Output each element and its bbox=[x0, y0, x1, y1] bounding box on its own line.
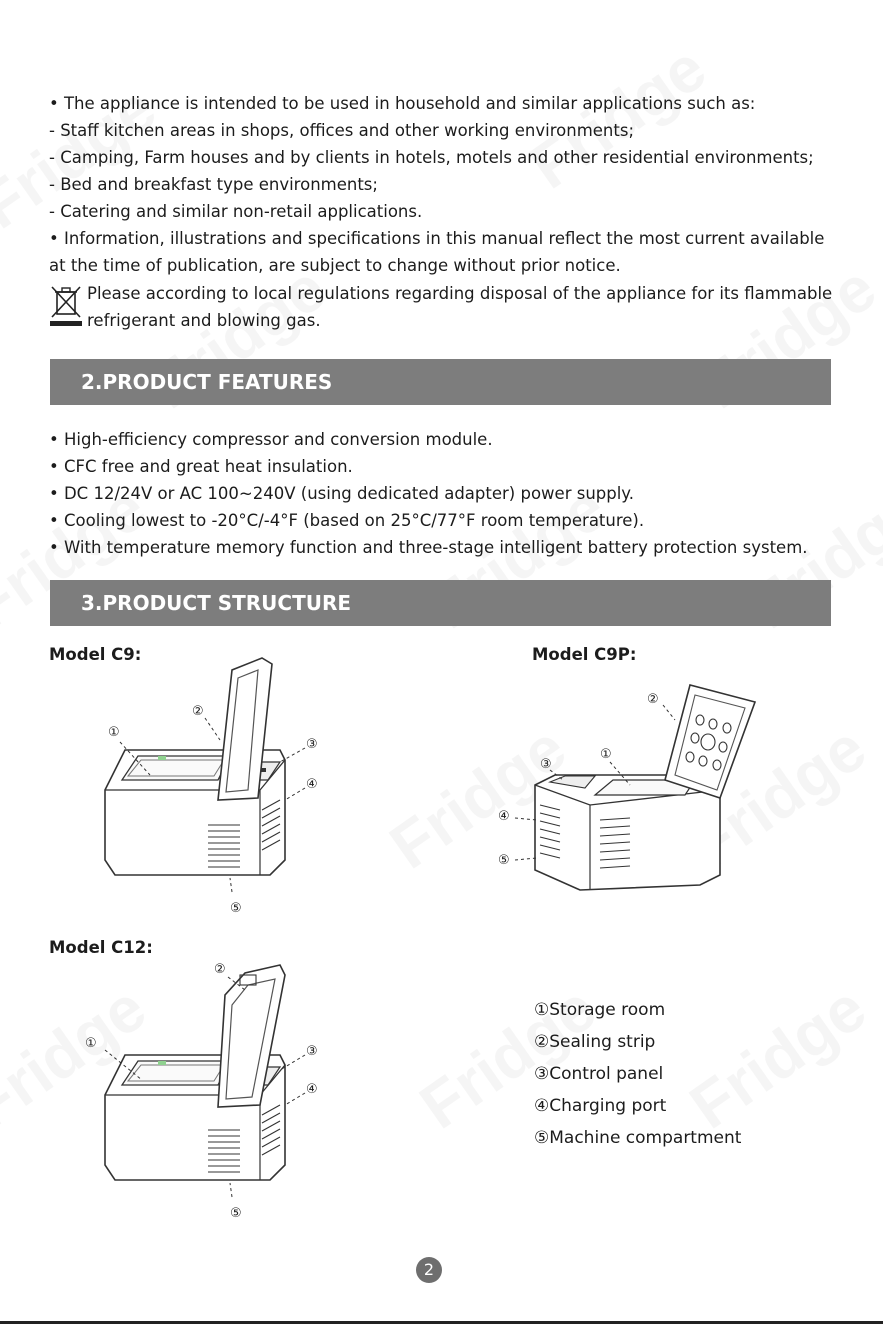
watermark bbox=[406, 971, 609, 1144]
legend-item: ①Storage room bbox=[534, 1000, 666, 1020]
disposal-line: Please according to local regulations regarding disposal of the appliance for its flammable bbox=[87, 284, 833, 303]
legend-item: ⑤Machine compartment bbox=[534, 1128, 742, 1148]
model-c9-illustration bbox=[80, 650, 340, 920]
intro-line: - Staff kitchen areas in shops, offices and other working environments; bbox=[49, 121, 635, 140]
callout-2: ② bbox=[192, 704, 204, 719]
intro-line: - Camping, Farm houses and by clients in hotels, motels and other residential environments; bbox=[49, 148, 814, 167]
callout-3: ③ bbox=[306, 1044, 318, 1059]
callout-5: ⑤ bbox=[230, 901, 242, 916]
feature-item: • With temperature memory function and three-stage intelligent battery protection system. bbox=[49, 538, 808, 557]
model-c12-label: Model C12: bbox=[49, 938, 153, 957]
model-c9-label: Model C9: bbox=[49, 645, 142, 664]
model-c9p-label: Model C9P: bbox=[532, 645, 637, 664]
feature-item: • DC 12/24V or AC 100~240V (using dedicated adapter) power supply. bbox=[49, 484, 634, 503]
intro-line: • The appliance is intended to be used in household and similar applications such as: bbox=[49, 94, 756, 113]
watermark bbox=[676, 971, 879, 1144]
callout-4: ④ bbox=[306, 1082, 318, 1097]
crossed-out-bin-icon bbox=[49, 284, 83, 328]
callout-2: ② bbox=[214, 962, 226, 977]
callout-1: ① bbox=[108, 725, 120, 740]
callout-2: ② bbox=[647, 692, 659, 707]
feature-item: • Cooling lowest to -20°C/-4°F (based on 25°C/77°F room temperature). bbox=[49, 511, 645, 530]
callout-5: ⑤ bbox=[498, 853, 510, 868]
disposal-line: refrigerant and blowing gas. bbox=[87, 311, 321, 330]
model-c9p-illustration bbox=[495, 680, 775, 900]
page-number: 2 bbox=[416, 1257, 442, 1283]
feature-item: • High-efficiency compressor and conversion module. bbox=[49, 430, 493, 449]
legend-item: ③Control panel bbox=[534, 1064, 664, 1084]
intro-line: - Bed and breakfast type environments; bbox=[49, 175, 378, 194]
callout-3: ③ bbox=[306, 737, 318, 752]
callout-4: ④ bbox=[306, 777, 318, 792]
legend-item: ②Sealing strip bbox=[534, 1032, 656, 1052]
section-header-features: 2.PRODUCT FEATURES bbox=[50, 359, 831, 405]
callout-5: ⑤ bbox=[230, 1206, 242, 1221]
model-c12-illustration bbox=[80, 955, 340, 1225]
callout-3: ③ bbox=[540, 757, 552, 772]
callout-4: ④ bbox=[498, 809, 510, 824]
intro-line: - Catering and similar non-retail applications. bbox=[49, 202, 423, 221]
legend-item: ④Charging port bbox=[534, 1096, 667, 1116]
intro-line: at the time of publication, are subject to change without prior notice. bbox=[49, 256, 621, 275]
callout-1: ① bbox=[600, 747, 612, 762]
intro-line: • Information, illustrations and specifications in this manual reflect the most current available bbox=[49, 229, 825, 248]
feature-item: • CFC free and great heat insulation. bbox=[49, 457, 353, 476]
callout-1: ① bbox=[85, 1036, 97, 1051]
section-header-structure: 3.PRODUCT STRUCTURE bbox=[50, 580, 831, 626]
